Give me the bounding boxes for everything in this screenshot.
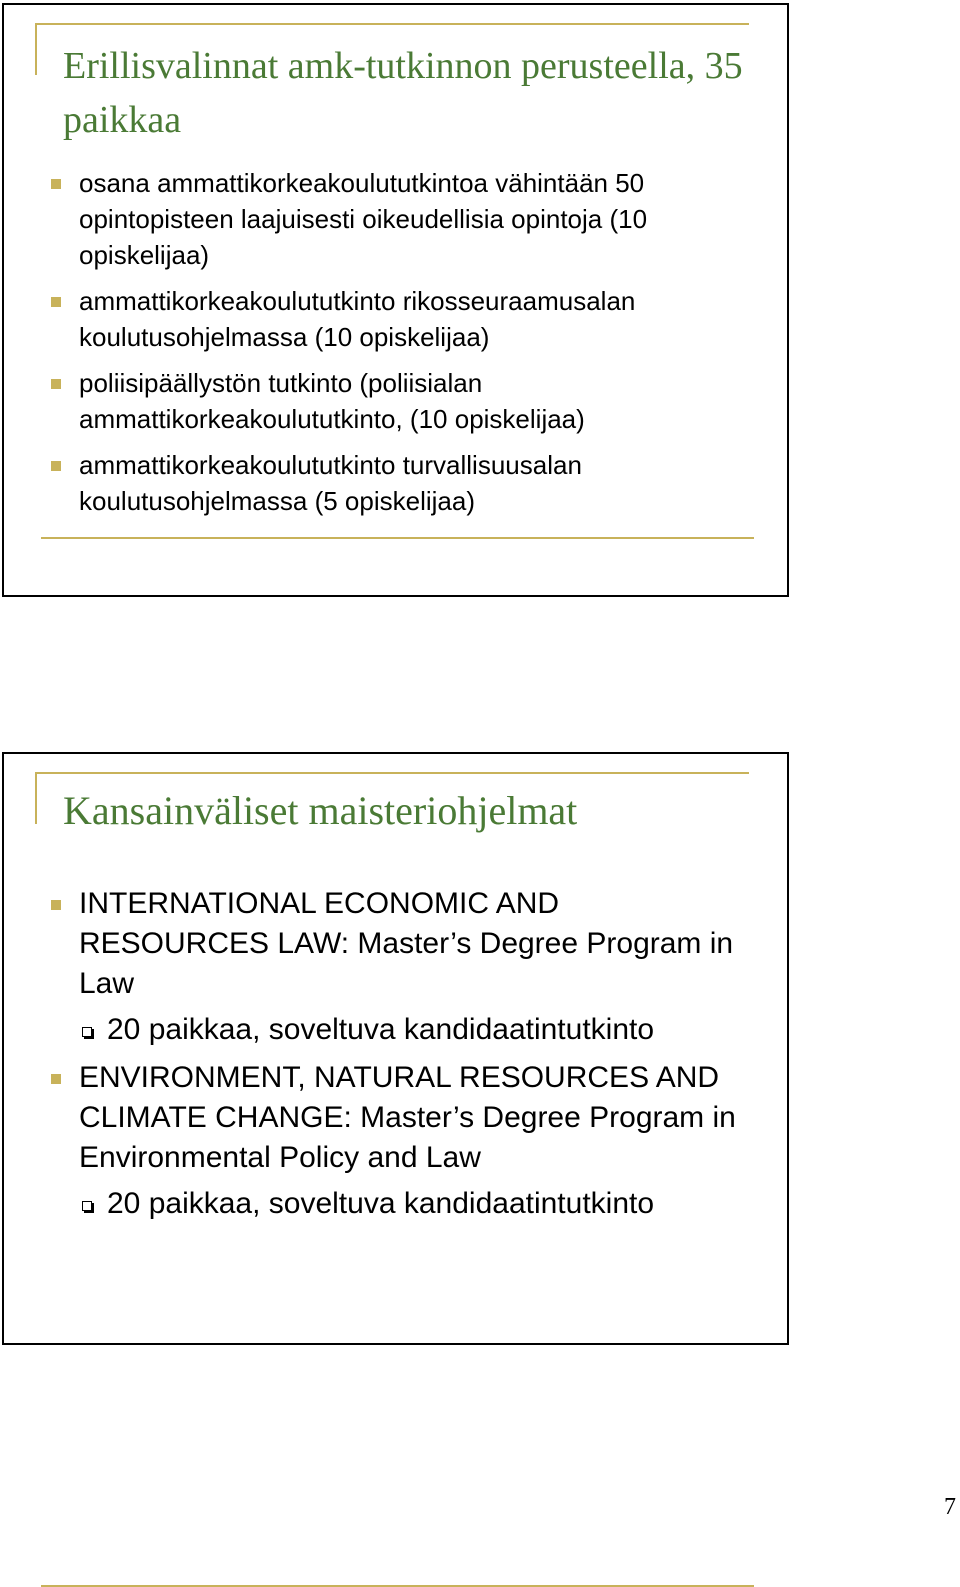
list-item bbox=[4, 283, 787, 355]
square-bullet-icon bbox=[51, 1074, 61, 1084]
list-item-text: poliisipäällystön tutkinto (poliisialan ammattikorkeakoulututkinto, (10 opiskelijaa) bbox=[79, 368, 585, 434]
list-item-text: ENVIRONMENT, NATURAL RESOURCES AND CLIMATE CHANGE: Master’s Degree Program in Environmental Policy and Law bbox=[79, 1061, 736, 1174]
checkbox-bullet-icon bbox=[82, 1027, 92, 1037]
sub-list-item-text: 20 paikkaa, soveltuva kandidaatintutkinto bbox=[107, 1013, 655, 1046]
list-item-text: ammattikorkeakoulututkinto rikosseuraamusalan koulutusohjelmassa (10 opiskelijaa) bbox=[79, 286, 636, 352]
list-item-text: osana ammattikorkeakoulututkintoa vähintään 50 opintopisteen laajuisesti oikeudellisia opintoja (10 opiskelijaa) bbox=[79, 168, 648, 270]
checkbox-bullet-icon bbox=[82, 1201, 92, 1211]
bullet-list bbox=[4, 165, 787, 529]
square-bullet-icon bbox=[51, 461, 61, 471]
list-item-text: INTERNATIONAL ECONOMIC AND RESOURCES LAW: Master’s Degree Program in Law bbox=[79, 887, 734, 1000]
square-bullet-icon bbox=[51, 900, 61, 910]
list-item bbox=[4, 1058, 787, 1178]
list-item bbox=[4, 165, 787, 273]
list-item bbox=[4, 365, 787, 437]
slide-erillisvalinnat bbox=[2, 3, 789, 597]
bullet-list bbox=[4, 884, 787, 1232]
sub-list-item bbox=[4, 1010, 787, 1050]
title-left-rule bbox=[35, 23, 37, 75]
square-bullet-icon bbox=[51, 379, 61, 389]
title-top-rule bbox=[37, 772, 749, 774]
slide-maisteriohjelmat bbox=[2, 752, 789, 1345]
title-top-rule bbox=[37, 23, 749, 25]
page-number: 7 bbox=[944, 1494, 956, 1520]
slide-title: Erillisvalinnat amk-tutkinnon perusteella, 35 paikkaa bbox=[63, 45, 743, 141]
sub-list-item-text: 20 paikkaa, soveltuva kandidaatintutkinto bbox=[107, 1187, 655, 1220]
slide-title: Kansainväliset maisteriohjelmat bbox=[63, 788, 578, 833]
square-bullet-icon bbox=[51, 179, 61, 189]
list-item bbox=[4, 884, 787, 1004]
list-item-text: ammattikorkeakoulututkinto turvallisuusalan koulutusohjelmassa (5 opiskelijaa) bbox=[79, 450, 582, 516]
footer-rule bbox=[41, 537, 754, 539]
list-item bbox=[4, 447, 787, 519]
title-left-rule bbox=[35, 772, 37, 824]
square-bullet-icon bbox=[51, 297, 61, 307]
sub-list-item bbox=[4, 1184, 787, 1224]
